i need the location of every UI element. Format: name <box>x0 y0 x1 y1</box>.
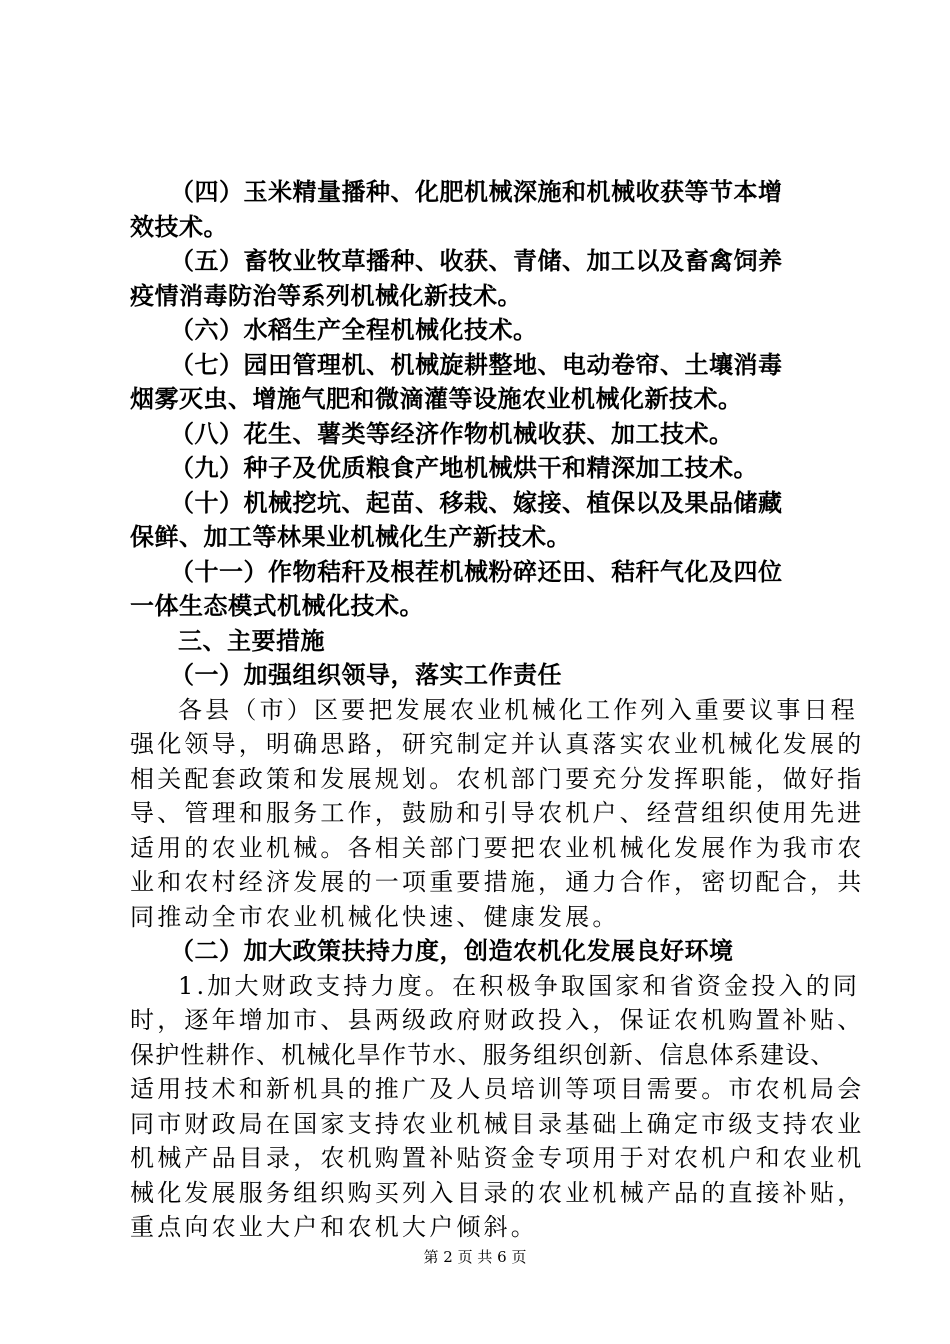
paragraph-line: 保护性耕作、机械化旱作节水、服务组织创新、信息体系建设、 <box>130 1040 836 1069</box>
paragraph-line: 烟雾灭虫、增施气肥和微滴灌等设施农业机械化新技术。 <box>130 385 743 413</box>
section-heading: 三、主要措施 <box>178 626 325 655</box>
paragraph-line: 适用技术和新机具的推广及人员培训等项目需要。市农机局会 <box>130 1075 865 1103</box>
subsection-heading: （二）加大政策扶持力度，创造农机化发展良好环境 <box>170 937 734 965</box>
paragraph-line: （七）园田管理机、机械旋耕整地、电动卷帘、土壤消毒 <box>170 350 783 379</box>
paragraph-line: 时，逐年增加市、县两级政府财政投入，保证农机购置补贴、 <box>130 1006 865 1034</box>
paragraph-line: 效技术。 <box>130 212 228 241</box>
document-body <box>130 175 865 1245</box>
paragraph-line: 一体生态模式机械化技术。 <box>130 592 424 620</box>
paragraph-line: 保鲜、加工等林果业机械化生产新技术。 <box>130 523 571 551</box>
paragraph-line: 械化发展服务组织购买列入目录的农业机械产品的直接补贴， <box>130 1178 865 1207</box>
paragraph-line: （五）畜牧业牧草播种、收获、青储、加工以及畜禽饲养 <box>170 247 783 275</box>
paragraph-line: （四）玉米精量播种、化肥机械深施和机械收获等节本增 <box>170 178 783 206</box>
paragraph-line: 适用的农业机械。各相关部门要把农业机械化发展作为我市农 <box>130 833 865 862</box>
paragraph-line: （八）花生、薯类等经济作物机械收获、加工技术。 <box>170 419 734 448</box>
paragraph-line: 相关配套政策和发展规划。农机部门要充分发挥职能，做好指 <box>130 764 865 793</box>
paragraph-line: （九）种子及优质粮食产地机械烘干和精深加工技术。 <box>170 454 758 482</box>
paragraph-line: 同市财政局在国家支持农业机械目录基础上确定市级支持农业 <box>130 1109 865 1138</box>
subsection-heading: （一）加强组织领导，落实工作责任 <box>170 661 562 689</box>
paragraph-line: 各县（市）区要把发展农业机械化工作列入重要议事日程 <box>178 695 858 724</box>
paragraph-line: 业和农村经济发展的一项重要措施，通力合作，密切配合，共 <box>130 868 865 896</box>
paragraph-line: 机械产品目录，农机购置补贴资金专项用于对农机户和农业机 <box>130 1144 865 1172</box>
paragraph-line: 同推动全市农业机械化快速、健康发展。 <box>130 902 620 931</box>
page-number-footer: 第 2 页 共 6 页 <box>423 1248 527 1266</box>
paragraph-line: 导、管理和服务工作，鼓励和引导农机户、经营组织使用先进 <box>130 799 865 827</box>
paragraph-line: （十）机械挖坑、起苗、移栽、嫁接、植保以及果品储藏 <box>170 488 783 517</box>
paragraph-line: 1.加大财政支持力度。在积极争取国家和省资金投入的同 <box>178 971 861 1000</box>
paragraph-line: 强化领导，明确思路，研究制定并认真落实农业机械化发展的 <box>130 730 865 758</box>
paragraph-line: （六）水稻生产全程机械化技术。 <box>170 316 538 344</box>
paragraph-line: 疫情消毒防治等系列机械化新技术。 <box>130 281 522 310</box>
paragraph-line: （十一）作物秸秆及根茬机械粉碎还田、秸秆气化及四位 <box>170 557 783 586</box>
paragraph-line: 重点向农业大户和农机大户倾斜。 <box>130 1213 538 1241</box>
